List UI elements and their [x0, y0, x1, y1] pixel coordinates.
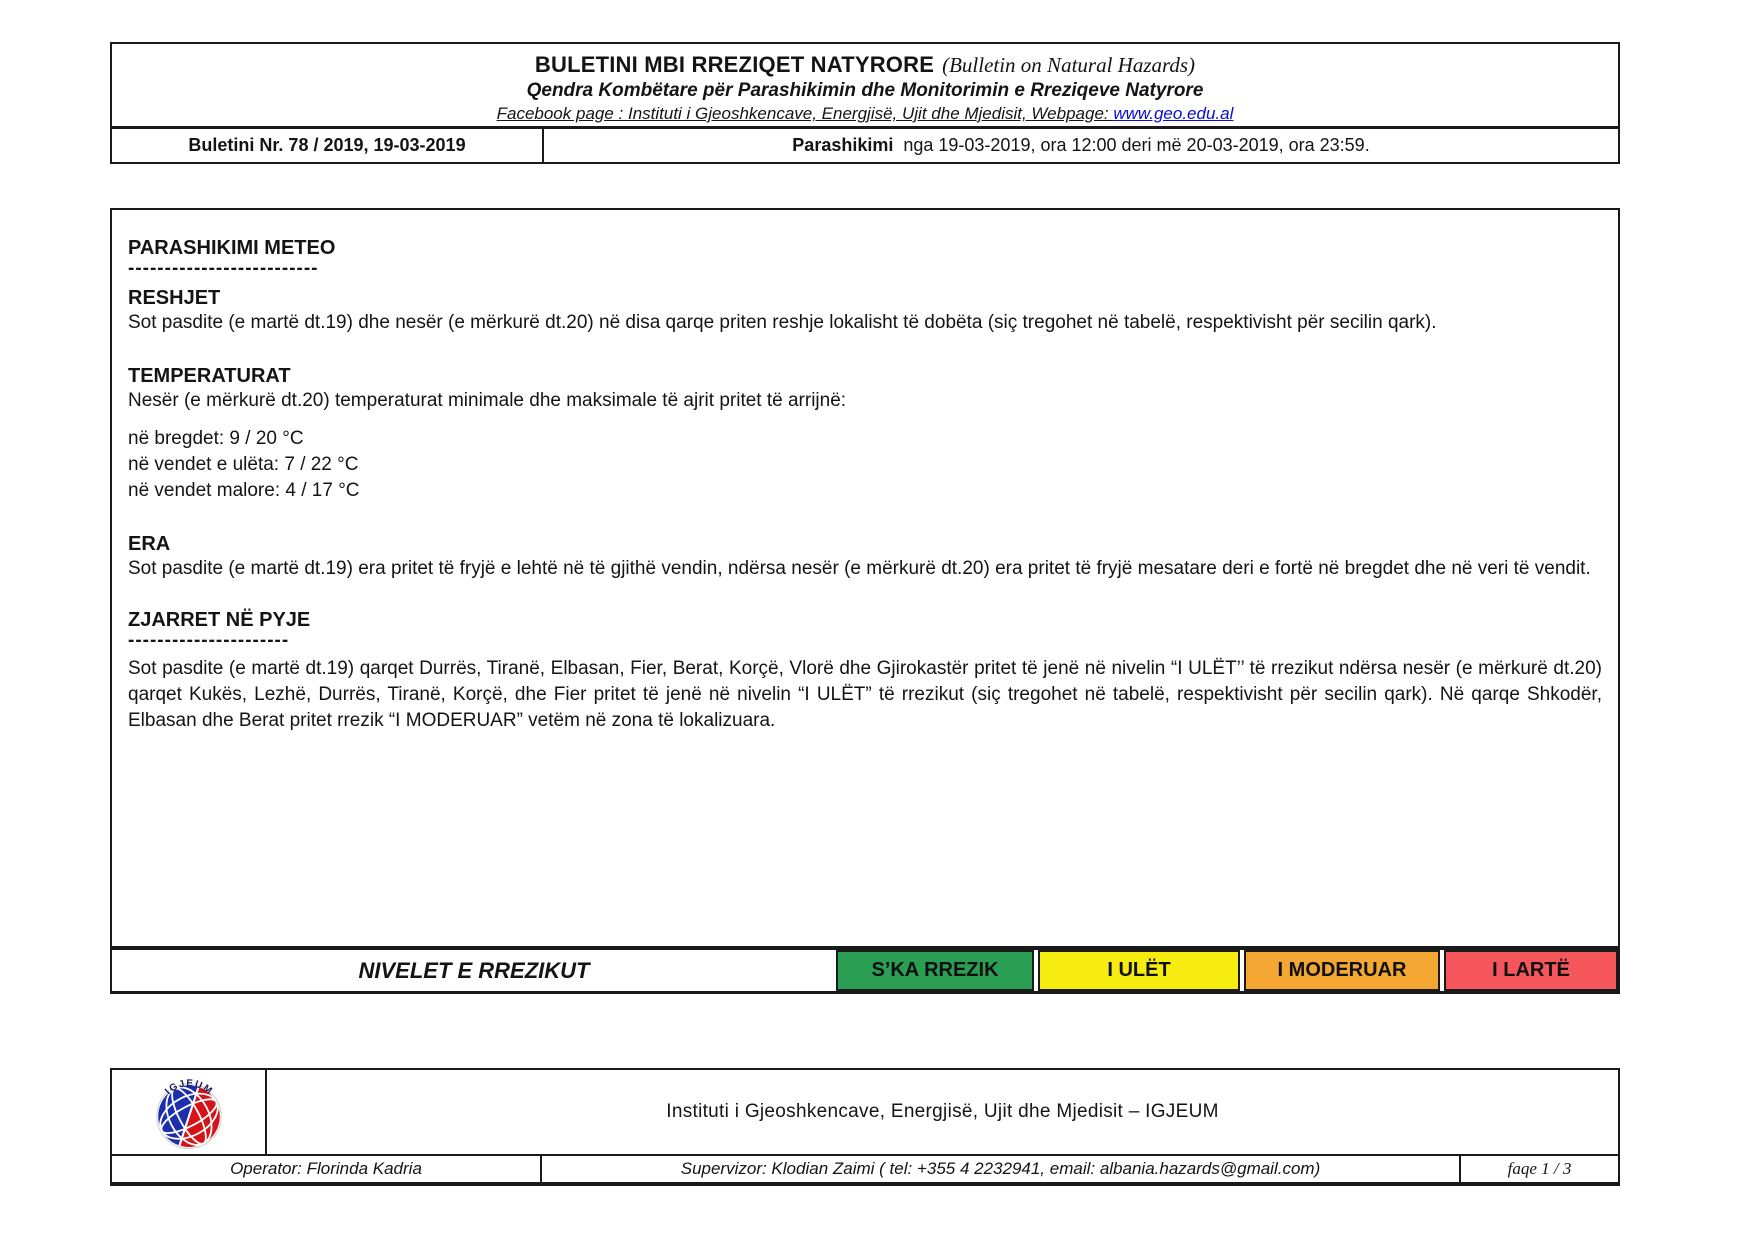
meteo-divider-dashes: --------------------------: [128, 258, 319, 279]
temperaturat-intro: Nesër (e mërkurë dt.20) temperaturat minimale dhe maksimale të ajrit pritet të arrijnë:: [128, 390, 847, 411]
temp-line-bregdet: në bregdet: 9 / 20 °C: [128, 428, 304, 449]
bulletin-number-cell: Buletini Nr. 78 / 2019, 19-03-2019: [112, 129, 544, 162]
logo-text: IGJEUM: [162, 1078, 215, 1098]
footer-row: [110, 1154, 1620, 1186]
risk-bar-label: NIVELET E RREZIKUT: [112, 950, 838, 991]
subtitle: Qendra Kombëtare për Parashikimin dhe Monitorimin e Rreziqeve Natyrore: [526, 80, 1204, 101]
webpage-link[interactable]: www.geo.edu.al: [1113, 104, 1234, 123]
header-box: [110, 42, 1620, 128]
temp-line-vendet-malore: në vendet malore: 4 / 17 °C: [128, 480, 360, 501]
page-title: BULETINI MBI RREZIQET NATYRORE: [534, 52, 935, 77]
forecast-body: [110, 208, 1620, 948]
era-heading: ERA: [128, 533, 171, 555]
supervisor-cell: Supervizor: Klodian Zaimi ( tel: +355 4 2232941, email: albania.hazards@gmail.com): [542, 1156, 1461, 1182]
zjarret-heading: ZJARRET NË PYJE: [128, 609, 311, 631]
page-title-english: (Bulletin on Natural Hazards): [942, 53, 1196, 77]
era-paragraph: Sot pasdite (e martë dt.19) era pritet të fryjë e lehtë në të gjithë vendin, ndërsa nesër (e mërkurë dt.20) era pritet të fryjë mesatare deri e fortë në bregdet dhe në veri të vendit.: [128, 558, 1591, 579]
page-number: faqe 1 / 3: [1507, 1159, 1572, 1178]
temp-lines: [128, 426, 1602, 504]
risk-level-none: S’KA RREZIK: [838, 950, 1034, 991]
logo-cell: [112, 1070, 267, 1154]
risk-level-low: I ULËT: [1038, 950, 1240, 991]
temperaturat-heading: TEMPERATURAT: [128, 365, 291, 387]
forecast-text: nga 19-03-2019, ora 12:00 deri më 20-03-2019, ora 23:59.: [903, 135, 1370, 155]
title-line: [112, 51, 1618, 79]
forecast-label: Parashikimi: [792, 135, 894, 155]
igjeum-logo-icon: [146, 1070, 232, 1154]
risk-level-high: I LARTË: [1444, 950, 1618, 991]
zjarret-paragraph: Sot pasdite (e martë dt.19) qarqet Durrës, Tiranë, Elbasan, Fier, Berat, Korçë, Vlorë dhe Gjirokastër pritet të jenë në nivelin “I ULËT’’ të rrezikut ndërsa nesër (e mërkurë dt.20) qarqet Kukës, Lezhë, Durrës, Tiranë, Korçë, dhe Fier pritet të jenë në nivelin “I ULËT” të rrezikut (siç tregohet në tabelë, respektivisht për secilin qark). Në qarqe Shkodër, Elbasan dhe Berat pritet rrezik “I MODERUAR” vetëm në zona të lokalizuara.: [128, 658, 1602, 731]
risk-level-moderate: I MODERUAR: [1244, 950, 1440, 991]
reshjet-heading: RESHJET: [128, 287, 221, 309]
operator-cell: Operator: Florinda Kadria: [112, 1156, 542, 1182]
info-row: [110, 127, 1620, 164]
risk-levels-bar: [110, 948, 1620, 994]
footer-box: [110, 1068, 1620, 1156]
facebook-line: [112, 103, 1618, 125]
zjarret-divider-dashes: ----------------------: [128, 630, 290, 651]
facebook-label: Facebook page : Instituti i Gjeoshkencave, Energjisë, Ujit dhe Mjedisit, Webpage:: [496, 104, 1114, 123]
forecast-cell: [544, 129, 1618, 162]
reshjet-paragraph: Sot pasdite (e martë dt.19) dhe nesër (e mërkurë dt.20) në disa qarqe priten reshje lokalisht të dobëta (siç tregohet në tabelë, respektivisht për secilin qark).: [128, 312, 1437, 333]
institute-name: Instituti i Gjeoshkencave, Energjisë, Ujit dhe Mjedisit – IGJEUM: [666, 1101, 1219, 1122]
section-meteo-title: PARASHIKIMI METEO: [128, 237, 336, 259]
temp-line-vendet-ulta: në vendet e ulëta: 7 / 22 °C: [128, 454, 359, 475]
